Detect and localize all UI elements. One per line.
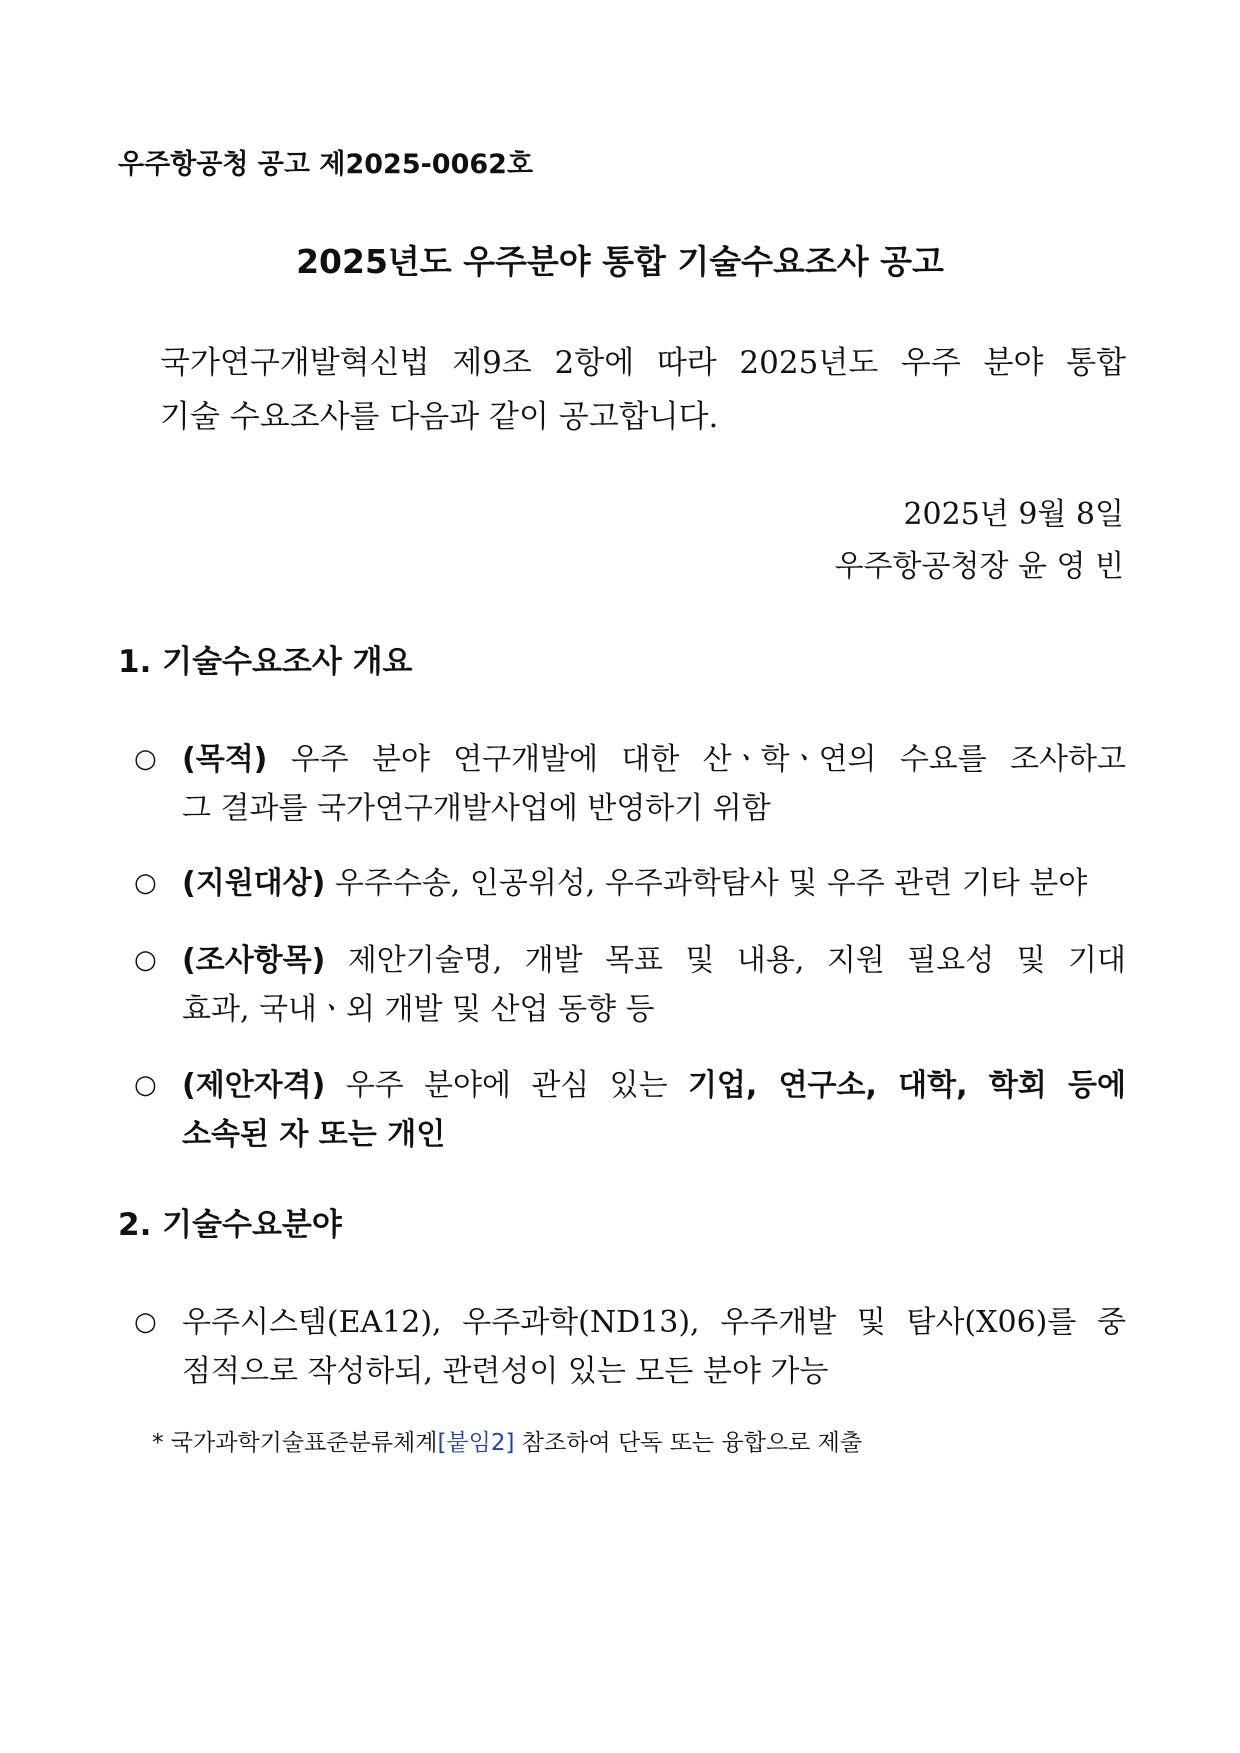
list-item-survey-items [134,936,1126,1034]
list-item-purpose [134,735,1126,833]
list-item-eligibility [134,1061,1126,1159]
bullet-circle-icon: ○ [134,945,157,975]
footnote [152,1424,862,1457]
bullet-circle-icon: ○ [134,868,157,898]
bullet-circle-icon: ○ [134,1070,157,1100]
item-label: (조사항목) [182,943,326,978]
item-line-1: (조사항목) 제안기술명, 개발 목표 및 내용, 지원 필요성 및 기대 [182,943,1126,978]
item-line-2: 효과, 국내ㆍ외 개발 및 산업 동향 등 [182,992,655,1027]
intro-line-2: 기술 수요조사를 다음과 같이 공고합니다. [160,399,719,435]
item-label: (목적) [182,742,268,777]
item-line-1: 우주시스템(EA12), 우주과학(ND13), 우주개발 및 탐사(X06)를 중 [182,1305,1126,1340]
intro-line-1: 국가연구개발혁신법 제9조 2항에 따라 2025년도 우주 분야 통합 [160,345,1126,381]
signer: 우주항공청장 윤 영 빈 [834,549,1124,584]
document-title: 2025년도 우주분야 통합 기술수요조사 공고 [296,242,944,281]
item-label: (제안자격) [182,1068,326,1103]
item-label: (지원대상) [182,866,326,901]
list-item-target [134,859,1126,908]
section-2-heading: 2. 기술수요분야 [118,1207,342,1243]
section-1-heading: 1. 기술수요조사 개요 [118,644,413,680]
bullet-circle-icon: ○ [134,744,157,774]
notice-number: 우주항공청 공고 제2025-0062호 [118,149,534,180]
item-line-2: 그 결과를 국가연구개발사업에 반영하기 위함 [182,791,771,826]
intro-paragraph [160,336,1126,444]
item-line-2: 점적으로 작성하되, 관련성이 있는 모든 분야 가능 [182,1354,829,1389]
footnote-text-suffix: 참조하여 단독 또는 융합으로 제출 [514,1430,863,1456]
bullet-circle-icon: ○ [134,1307,157,1337]
item-line-1: (지원대상) 우주수송, 인공위성, 우주과학탐사 및 우주 관련 기타 분야 [182,866,1088,901]
item-line-1: (제안자격) 우주 분야에 관심 있는 기업, 연구소, 대학, 학회 등에 [182,1068,1126,1103]
item-line-1: (목적) 우주 분야 연구개발에 대한 산ㆍ학ㆍ연의 수요를 조사하고 [182,742,1126,777]
attachment-2-link[interactable]: [붙임2] [437,1430,515,1456]
item-line-2: 소속된 자 또는 개인 [182,1117,446,1152]
list-item-tech-fields [134,1298,1126,1396]
footnote-text: * 국가과학기술표준분류체계 [152,1430,438,1456]
notice-date: 2025년 9월 8일 [903,497,1124,532]
